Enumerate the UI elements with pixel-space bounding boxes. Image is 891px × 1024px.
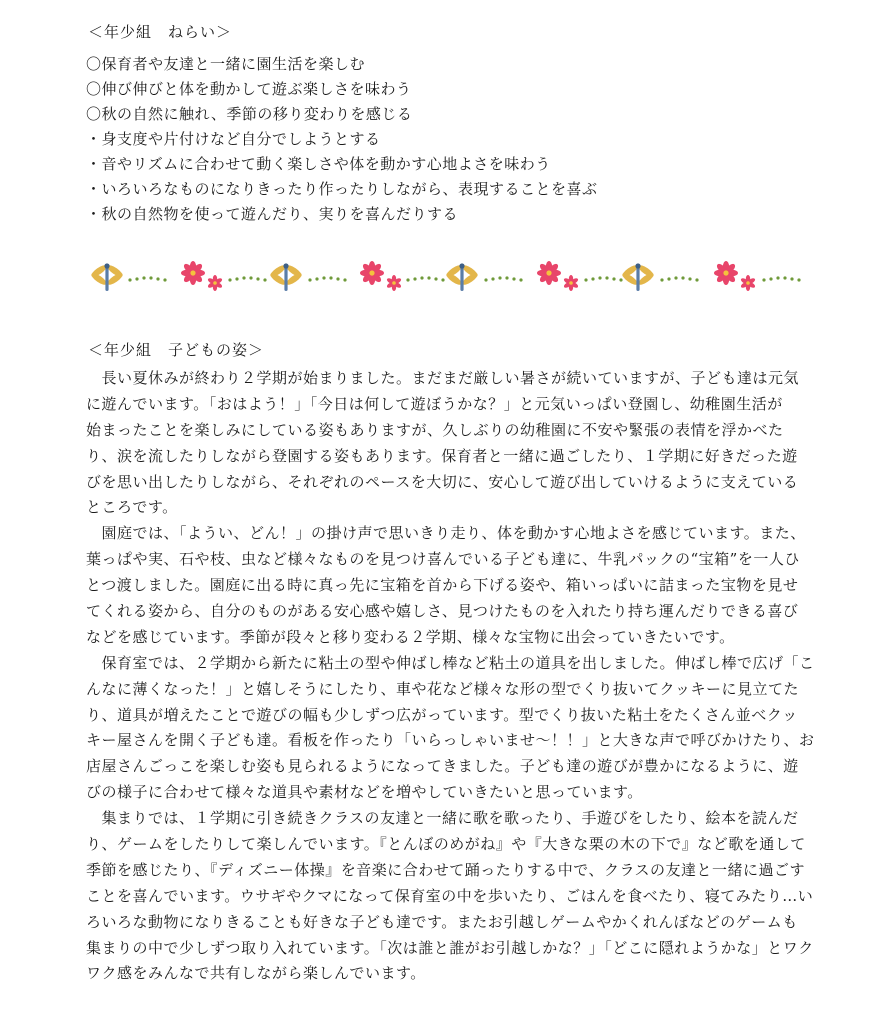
dragonfly-icon: [90, 263, 124, 291]
text-line: 園庭では、「ようい、どん！」の掛け声で思いきり走り、体を動かす心地よさを感じています。また、: [86, 524, 806, 543]
paragraph: [86, 806, 814, 987]
aim-item: 〇秋の自然に触れ、季節の移り変わりを感じる: [86, 105, 413, 123]
paragraph: [86, 521, 808, 650]
dragonfly-icon: [621, 263, 655, 291]
dots-icon: [584, 276, 622, 281]
aim-item: ・音やリズムに合わせて動く楽しさや体を動かす心地よさを味わう: [86, 155, 551, 173]
aims-list: [86, 52, 598, 227]
aim-item: 〇保育者や友達と一緒に園生活を楽しむ: [86, 55, 366, 73]
flower-icon: [360, 261, 402, 291]
text-line: などを感じています。季節が段々と移り変わる２学期、様々な宝物に出会っていきたいです。: [86, 627, 735, 646]
text-line: ことを喜んでいます。ウサギやクマになって保育室の中を歩いたり、ごはんを食べたり、寝てみたり…い: [86, 886, 814, 905]
text-line: り、ゲームをしたりして楽しんでいます。『とんぼのめがね』や『大きな栗の木の下で』など歌を通して: [86, 835, 806, 854]
flower-icon: [181, 261, 223, 291]
text-line: ろいろな動物になりきることも好きな子ども達です。またお引越しゲームやかくれんぼなどのゲームも: [86, 912, 798, 931]
text-line: に遊んでいます。「おはよう！」「今日は何して遊ぼうかな？」と元気いっぱい登園し、幼稚園生活が: [86, 394, 783, 413]
text-line: とつ渡しました。園庭に出る時に真っ先に宝箱を首から下げる姿や、箱いっぱいに詰まった宝物を見せ: [86, 576, 799, 595]
text-line: てくれる姿から、自分のものがある安心感や嬉しさ、見つけたものを入れたり持ち運んだりできる喜び: [86, 602, 799, 621]
children-heading: ＜年少組 子どもの姿＞: [88, 341, 265, 359]
text-line: 長い夏休みが終わり２学期が始まりました。まだまだ厳しい暑さが続いていますが、子ども達は元気: [86, 369, 800, 387]
dots-icon: [660, 276, 698, 281]
text-line: んなに薄くなった！」と嬉しそうにしたり、車や花など様々な形の型でくり抜いてクッキーに見立てた: [86, 679, 800, 698]
aim-item: ・秋の自然物を使って遊んだり、実りを喜んだりする: [86, 205, 459, 223]
paragraph: [86, 651, 815, 806]
dragonfly-icon: [445, 263, 479, 291]
dots-icon: [128, 276, 166, 281]
text-line: ところです。: [86, 498, 178, 517]
aim-item: ・身支度や片付けなど自分でしようとする: [86, 130, 381, 148]
text-line: ワク感をみんなで共有しながら楽しんでいます。: [86, 964, 426, 983]
text-line: り、涙を流したりしながら登園する姿もあります。保育者と一緒に過ごしたり、１学期に好きだった遊: [86, 446, 798, 465]
text-line: 保育室では、２学期から新たに粘土の型や伸ばし棒など粘土の道具を出しました。伸ばし棒で広げ「こ: [86, 653, 815, 672]
text-line: 始まったことを楽しみにしている姿もありますが、久しぶりの幼稚園に不安や緊張の表情を浮かべた: [86, 420, 784, 439]
text-line: 集まりでは、１学期に引き続きクラスの友達と一緒に歌を歌ったり、手遊びをしたり、絵本を読んだ: [86, 809, 799, 828]
dots-icon: [484, 276, 522, 281]
decorative-border: [90, 260, 810, 296]
dots-icon: [228, 276, 266, 281]
text-line: びを思い出したりしながら、それぞれのペースを大切に、安心して遊び出していけるように支えている: [86, 472, 799, 491]
text-line: 集まりの中で少しずつ取り入れています。「次は誰と誰がお引越しかな？」「どこに隠れようかな」とワク: [86, 938, 814, 957]
dots-icon: [762, 276, 800, 281]
text-line: キー屋さんを開く子ども達。看板を作ったり「いらっしゃいませ～！！」と大きな声で呼びかけたり、お: [86, 731, 815, 750]
flower-icon: [714, 261, 756, 291]
aim-item: ・いろいろなものになりきったり作ったりしながら、表現することを喜ぶ: [86, 180, 598, 198]
flower-icon: [537, 261, 579, 291]
text-line: 季節を感じたり、『ディズニー体操』を音楽に合わせて踊ったりする中で、クラスの友達と一緒に過ごす: [86, 860, 806, 879]
text-line: 店屋さんごっこを楽しむ姿も見られるようになってきました。子ども達の遊びが豊かになるように、遊: [86, 757, 799, 776]
dots-icon: [406, 276, 444, 281]
dots-icon: [308, 276, 346, 281]
aims-heading: ＜年少組 ねらい＞: [88, 23, 233, 41]
paragraph: [86, 366, 808, 521]
text-line: 葉っぱや実、石や枝、虫など様々なものを見つけ喜んでいる子ども達に、牛乳パックの“宝箱”を一人ひ: [86, 550, 800, 569]
aim-item: 〇伸び伸びと体を動かして遊ぶ楽しさを味わう: [86, 80, 412, 98]
text-line: びの様子に合わせて様々な道具や素材などを増やしていきたいと思っています。: [86, 783, 643, 802]
children-body: [86, 366, 815, 987]
dragonfly-icon: [269, 263, 303, 291]
text-line: り、道具が増えたことで遊びの幅も少しずつ広がっています。型でくり抜いた粘土をたくさん並べクッ: [86, 705, 798, 724]
